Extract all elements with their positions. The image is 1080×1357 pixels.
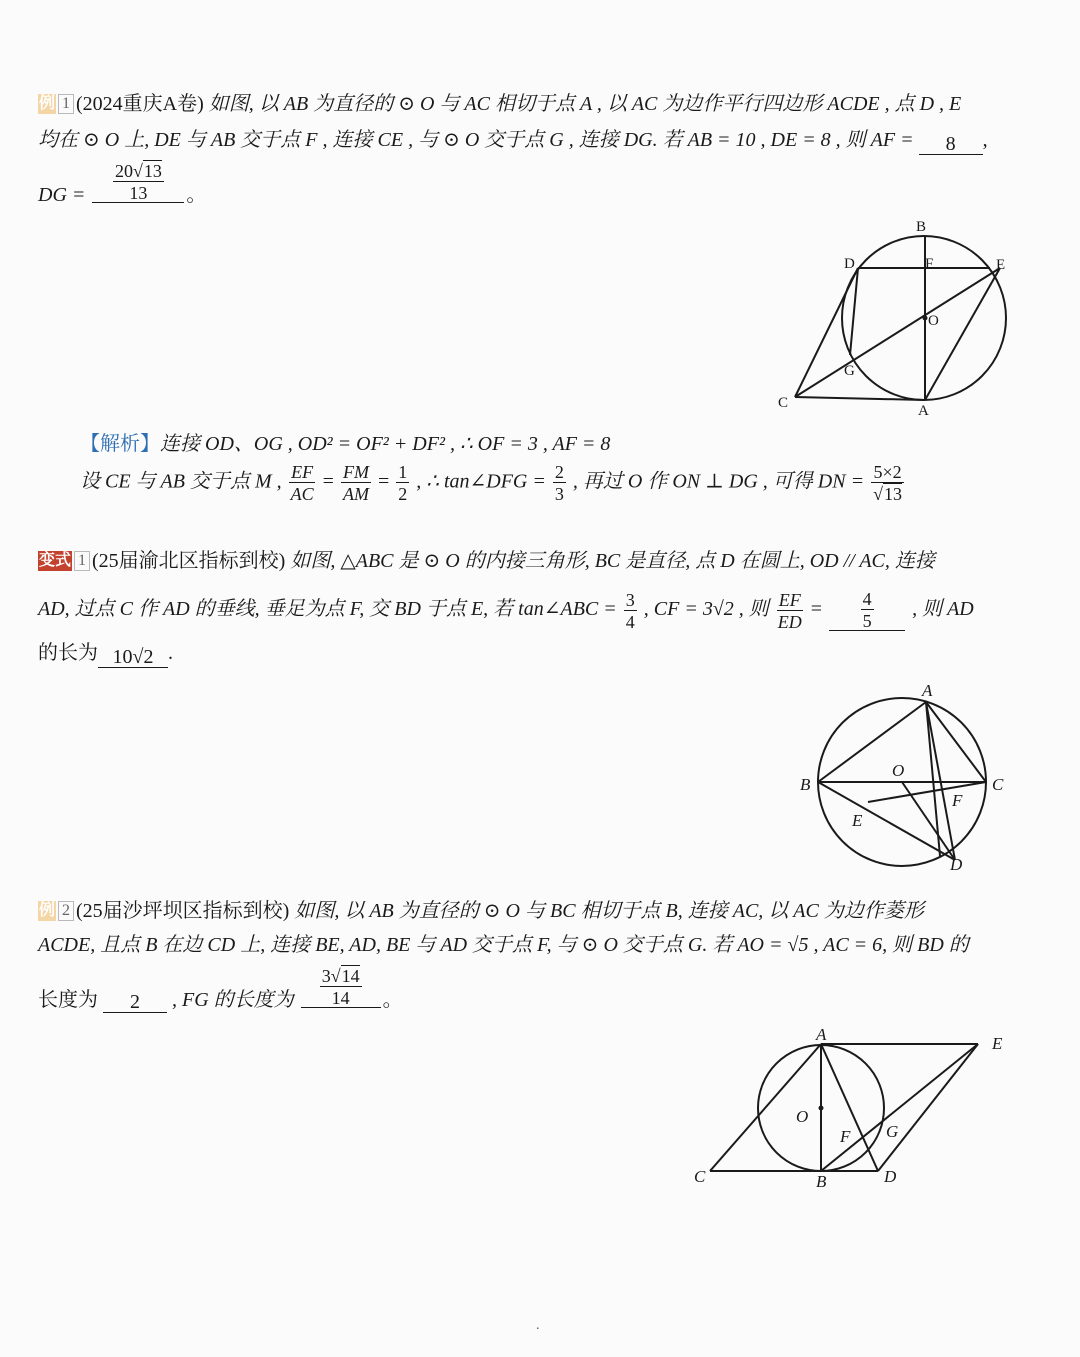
var1-frac-ef-ed: $\frac{EF}{ED}$: [777, 589, 802, 632]
ex1-dg-label: DG =: [38, 184, 86, 207]
ex2-line2: [38, 935, 969, 955]
ex1-answer-af: 8: [919, 134, 983, 155]
fig3-label-b: B: [816, 1172, 827, 1191]
ex2-line3: [38, 967, 403, 1013]
fig1-label-o: O: [928, 313, 939, 329]
ex1-answer-dg: $\frac{20√13}{13}$: [92, 162, 184, 203]
var1-text-line1: 如图, △ABC 是 ⊙ O 的内接三角形, BC 是直径, 点 D 在圆上, OD // AC, 连接: [290, 550, 935, 572]
var1-text-b: , CF = 3√2 , 则: [643, 598, 769, 621]
ex1-text-line2: 均在 ⊙ O 上, DE 与 AB 交于点 F , 连接 CE , 与 ⊙ O 交于点 G , 连接 DG. 若 AB = 10 , DE = 8 , 则 AF =: [38, 129, 914, 151]
fig2-label-o: O: [892, 761, 905, 780]
solution-line1: [80, 434, 610, 454]
fig3-line-de: [878, 1044, 978, 1171]
fig3-center-dot: [819, 1106, 824, 1111]
ex2-text-line2: ACDE, 且点 B 在边 CD 上, 连接 BE, AD, BE 与 AD 交于点 F, 与 ⊙ O 交于点 G. 若 AO = √5 , AC = 6, 则 BD 的: [38, 934, 969, 956]
var1-end: .: [168, 642, 173, 664]
ex1-tag-number: 1: [58, 94, 74, 114]
ex1-source: (2024重庆A卷): [76, 93, 204, 115]
footer-dot: .: [536, 1318, 540, 1333]
fig1-line-ae: [925, 268, 1000, 400]
var1-tag: 变式: [39, 552, 72, 569]
solution-frac-ef-ac: $\frac{EF}{AC}$: [290, 462, 314, 504]
fig1-label-b: B: [916, 219, 927, 235]
fig3-line-ad: [821, 1044, 878, 1171]
solution-text-b: , ∴ tan∠DFG =: [416, 470, 546, 493]
var1-text-a: AD, 过点 C 作 AD 的垂线, 垂足为点 F, 交 BD 于点 E, 若 tan∠ABC =: [38, 598, 617, 621]
fig1-center-dot: [923, 316, 928, 321]
ex1-line3: [38, 162, 206, 205]
var1-text-c: , 则 AD: [912, 598, 974, 621]
solution-text-a: 设 CE 与 AB 交于点 M ,: [80, 470, 282, 493]
ex2-source: (25届沙坪坝区指标到校): [76, 900, 290, 922]
solution-eq2: =: [377, 470, 390, 493]
var1-line1: [38, 551, 935, 571]
ex1-figure: [770, 215, 1040, 420]
ex2-tag-number: 2: [58, 901, 74, 921]
ex1-end: 。: [186, 184, 207, 207]
fig2-label-c: C: [992, 775, 1004, 794]
var1-line3: [38, 643, 173, 668]
fig2-label-f: F: [952, 791, 963, 810]
fig2-label-d: D: [950, 855, 963, 874]
fig1-label-a: A: [918, 403, 929, 419]
solution-frac-half: $\frac{1}{2}$: [398, 462, 408, 504]
ex2-text-b: , FG 的长度为: [172, 989, 294, 1012]
fig3-label-a: A: [816, 1025, 827, 1044]
var1-answer-ad: 10√2: [98, 647, 168, 668]
solution-text-c: , 再过 O 作 ON ⊥ DG , 可得 DN =: [572, 470, 865, 493]
fig2-label-b: B: [800, 775, 811, 794]
var1-tag-number: 1: [74, 551, 90, 571]
ex1-line2: [38, 130, 988, 155]
solution-text-line1: 连接 OD、OG , OD² = OF² + DF² , ∴ OF = 3 , AF = 8: [160, 433, 611, 455]
var1-answer-ratio: $\frac{4}{5}$: [829, 590, 905, 631]
fig3-label-c: C: [694, 1167, 706, 1186]
ex2-end: 。: [382, 989, 403, 1012]
ex1-comma: ,: [982, 129, 988, 151]
fig1-label-c: C: [778, 395, 789, 411]
var1-source: (25届渝北区指标到校): [92, 550, 286, 572]
ex2-text-a: 长度为: [38, 989, 98, 1012]
fig2-label-a: A: [922, 681, 933, 700]
fig3-line-be: [821, 1044, 978, 1171]
ex2-line1: [38, 901, 924, 921]
ex2-figure: [688, 1022, 1018, 1192]
ex1-text-line1: 如图, 以 AB 为直径的 ⊙ O 与 AC 相切于点 A , 以 AC 为边作平行四边形 ACDE , 点 D , E: [208, 93, 962, 115]
fig3-label-o: O: [796, 1107, 809, 1126]
ex2-text-line1: 如图, 以 AB 为直径的 ⊙ O 与 BC 相切于点 B, 连接 AC, 以 AC 为边作菱形: [294, 900, 924, 922]
fig3-label-g: G: [886, 1122, 899, 1141]
solution-eq1: =: [322, 470, 334, 493]
fig1-label-d: D: [844, 256, 855, 272]
ex2-tag: 例: [39, 902, 56, 919]
fig1-label-g: G: [844, 363, 855, 379]
ex1-tag: 例: [39, 95, 56, 112]
solution-tag: 【解析】: [80, 433, 160, 455]
fig2-label-e: E: [852, 811, 863, 830]
solution-line2: [80, 463, 906, 503]
var1-frac-tan: $\frac{3}{4}$: [625, 589, 635, 632]
solution-frac-dn: $\frac{5\times 2}{√13}$: [873, 462, 902, 504]
ex2-answer-fg: $\frac{3√14}{14}$: [301, 967, 381, 1008]
solution-frac-fm-am: $\frac{FM}{AM}$: [342, 462, 369, 504]
var1-line2: [38, 590, 974, 631]
var1-text-line3: 的长为: [38, 642, 98, 664]
ex1-line1: [38, 94, 961, 114]
fig3-label-e: E: [992, 1034, 1003, 1053]
var1-eq: =: [810, 598, 823, 621]
fig1-label-f: F: [925, 256, 934, 272]
fig3-label-d: D: [884, 1167, 897, 1186]
ex2-answer-bd: 2: [103, 992, 167, 1013]
fig3-label-f: F: [840, 1127, 851, 1146]
fig2-line-ce: [868, 782, 986, 802]
solution-frac-two-thirds: $\frac{2}{3}$: [554, 462, 564, 504]
fig1-label-e: E: [996, 257, 1006, 273]
fig2-line-af: [926, 702, 940, 856]
fig2-line-ba: [818, 702, 926, 782]
var1-figure: [790, 680, 1020, 875]
